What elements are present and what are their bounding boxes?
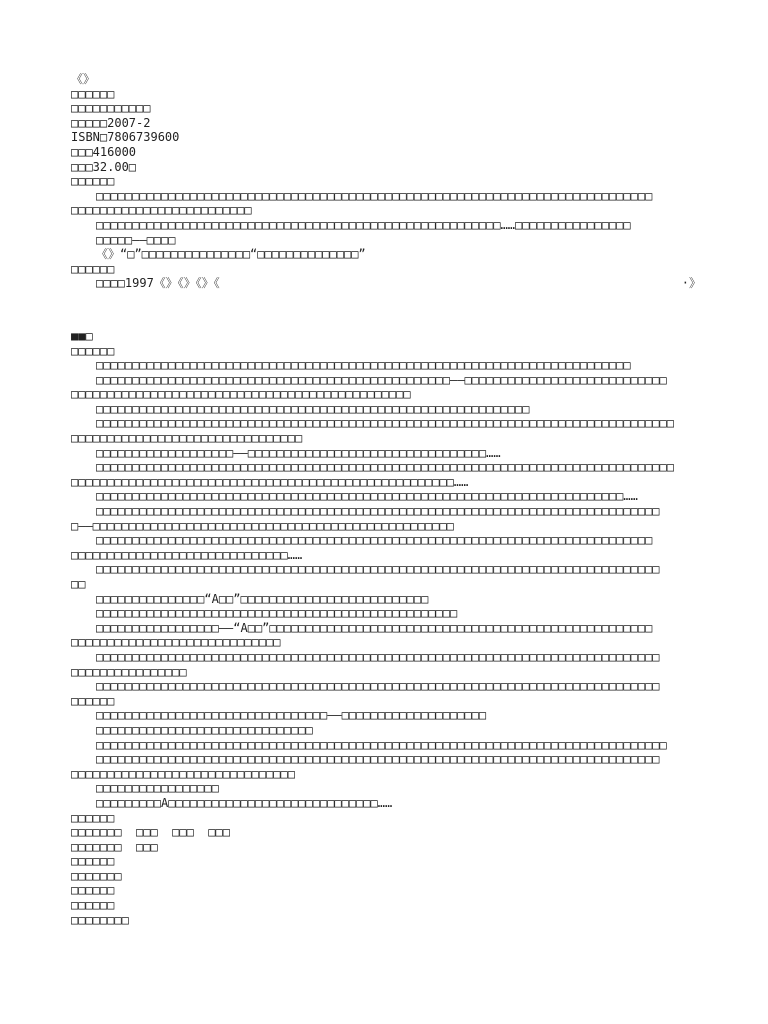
section-heading: □□□□□□ bbox=[71, 174, 115, 189]
section-heading: □□□□□□ bbox=[71, 343, 115, 358]
paragraph-line: □□□□□□□□□□□□□□□□ bbox=[71, 664, 187, 679]
paragraph-line: □□□□□□□□□□□□□□□□□□□□□□□□□□□□□□□□□□□□□□□□□□□□□□□□□□□□□□□□□□□□□□□□□□□□□□□□□□□□□ bbox=[96, 533, 653, 548]
paragraph-line: □□ bbox=[71, 577, 86, 591]
price: □□□32.00□ bbox=[71, 159, 137, 174]
paragraph-line bbox=[71, 276, 701, 291]
chapter-heading: ■■□ bbox=[71, 328, 93, 343]
book-title: 《》 bbox=[71, 72, 96, 86]
paragraph-line: □□□□□——□□□□ bbox=[96, 232, 176, 247]
paragraph-line: □□□□□□□□□□□□□□□□□□□□□□□□□□□□□□□□□□□□□□□□□□□□□□□□□□□□□□□□□□□□□□□□□□□□□□□□□□□□□□ bbox=[96, 562, 660, 577]
paragraph-line: □□□□□□□□□□□□□□□□□□□□□□□□□□□□□□□□□□□□□□□□□□□□□□□□□□□□□…… bbox=[71, 474, 469, 489]
paragraph-line: □□□□□□□□□□□□□□□□□□□□□□□□□□□□□□□□□□□□□□□□□□□□□□□□□□□□□□□□□□□□□□□□□□□□□□□□□□□□□□□ bbox=[96, 737, 667, 752]
text-line: □□□□□□ bbox=[71, 86, 115, 101]
list-item: □□□□□□□□ bbox=[71, 912, 129, 927]
paragraph-line: □——□□□□□□□□□□□□□□□□□□□□□□□□□□□□□□□□□□□□□□□□□□□□□□□□□□ bbox=[71, 518, 454, 533]
paragraph-line: □□□□□□□□□□□□□□□□□□□□□□□□□□□□□□□□□□□□□□□□□□□□□□□ bbox=[71, 387, 411, 402]
paragraph-line: □□□□□□□□□A□□□□□□□□□□□□□□□□□□□□□□□□□□□□□…… bbox=[96, 795, 393, 810]
text-line: □□□□□□□□□□□ bbox=[71, 101, 151, 116]
paragraph-line: □□□□□□□□□□□□□□□□□□□——□□□□□□□□□□□□□□□□□□□□□□□□□□□□□□□□□…… bbox=[96, 445, 501, 460]
list-item: □□□□□□□ □□□ □□□ □□□ bbox=[71, 825, 230, 840]
paragraph-line: □□□□□□□□□□□□□□□□□□□□□□□□□□□□□□□□□□□□□□□□□□□□□□□□□□□□□□□□□□□□□□□□□□□□□□□□□□ bbox=[96, 358, 631, 373]
paragraph-line: □□□□□□□□□□□□□□□□□□□□□□□□□□□□□□□□□□□□□□□□□□□□□□□□□□□□□□□□□□□□□□□□□□□□□□□□□□□□□□ bbox=[96, 649, 660, 664]
isbn: ISBN□7806739600 bbox=[71, 130, 180, 145]
paragraph-line: □□□□□□□□□□□□□□□□□□□□□□□□□□□□□□□□□□□□□□□□□□□□□□□□□□□□□□□□□□□□□□□□□□□□□□□□□…… bbox=[96, 489, 638, 504]
paragraph-line: □□□□□□□□□□□□□□□□□□□□□□□□□□□□□□ bbox=[96, 722, 313, 737]
text-span: □□□□1997《》《》《》《 bbox=[96, 276, 220, 291]
paragraph-line: □□□□□□□□□□□□□□□□□ bbox=[96, 781, 219, 796]
paragraph-line: 《》“□”□□□□□□□□□□□□□□□“□□□□□□□□□□□□□□” bbox=[96, 247, 366, 262]
paragraph-line: □□□□□□□□□□□□□□□□□□□□□□□□□□□□□□□□□□□□□□□□□□□□□□□□□□ bbox=[96, 606, 458, 621]
text-span: ·》 bbox=[681, 276, 701, 291]
list-item: □□□□□□ bbox=[71, 898, 115, 913]
document-page bbox=[71, 72, 701, 927]
paragraph-line: □□□□□□□□□□□□□□□□□□□□□□□□□□□□□□□□□□□□□□□□□□□□□□□□□□□□□□□□□□□□ bbox=[96, 401, 530, 416]
paragraph-line: □□□□□□□□□□□□□□□□□□□□□□□□□□□□□□□□——□□□□□□□□□□□□□□□□□□□□ bbox=[96, 708, 487, 723]
paragraph-line: □□□□□□□□□□□□□□□□□□□□□□□□□□□□□□□□□□□□□□□□□□□□□□□□□□□□□□□□□□□□□□□□□□□□□□□□□□□□□□ bbox=[96, 504, 660, 519]
publication-date: □□□□□2007-2 bbox=[71, 115, 151, 130]
list-item: □□□□□□□ bbox=[71, 868, 122, 883]
paragraph-line: □□□□□□□□□□□□□□□□□□□□□□□□□□□□□□□□□□□□□□□□□□□□□□□□□□□□□□□□……□□□□□□□□□□□□□□□□ bbox=[96, 217, 631, 232]
paragraph-line: □□□□□□□□□□□□□□□□□□□□□□□□□□□□□ bbox=[71, 635, 281, 650]
section-heading: □□□□□□ bbox=[71, 810, 115, 825]
paragraph-line: □□□□□□□□□□□□□□□□□□□□□□□□□□□□□□□□□□□□□□□□□□□□□□□□□——□□□□□□□□□□□□□□□□□□□□□□□□□□□□ bbox=[96, 372, 667, 387]
paragraph-line: □□□□□□□□□□□□□□□□□□□□□□□□□ bbox=[71, 203, 252, 218]
paragraph-line: □□□□□□□□□□□□□□□□□□□□□□□□□□□□□□□ bbox=[71, 766, 295, 781]
paragraph-line: □□□□□□□□□□□□□□□□□□□□□□□□□□□□□□□□□□□□□□□□□□□□□□□□□□□□□□□□□□□□□□□□□□□□□□□□□□□□□□□□ bbox=[96, 416, 674, 431]
list-item: □□□□□□ bbox=[71, 883, 115, 898]
paragraph-line: □□□□□□□□□□□□□□□□□□□□□□□□□□□□□□…… bbox=[71, 547, 303, 562]
paragraph-line: □□□□□□ bbox=[71, 693, 115, 708]
list-item: □□□□□□ bbox=[71, 854, 115, 869]
section-heading: □□□□□□ bbox=[71, 261, 115, 276]
paragraph-line: □□□□□□□□□□□□□□□□□□□□□□□□□□□□□□□□□□□□□□□□□□□□□□□□□□□□□□□□□□□□□□□□□□□□□□□□□□□□□ bbox=[96, 188, 653, 203]
paragraph-line: □□□□□□□□□□□□□□□□□□□□□□□□□□□□□□□□□□□□□□□□□□□□□□□□□□□□□□□□□□□□□□□□□□□□□□□□□□□□□□ bbox=[96, 752, 660, 767]
paragraph-line: □□□□□□□□□□□□□□□□□□□□□□□□□□□□□□□□ bbox=[71, 431, 303, 446]
paragraph-line: □□□□□□□□□□□□□□□□□——“A□□”□□□□□□□□□□□□□□□□□□□□□□□□□□□□□□□□□□□□□□□□□□□□□□□□□□□□□ bbox=[96, 620, 653, 635]
word-count: □□□416000 bbox=[71, 144, 137, 159]
paragraph-line: □□□□□□□□□□□□□□□□□□□□□□□□□□□□□□□□□□□□□□□□□□□□□□□□□□□□□□□□□□□□□□□□□□□□□□□□□□□□□□ bbox=[96, 679, 660, 694]
paragraph-line: □□□□□□□□□□□□□□□“A□□”□□□□□□□□□□□□□□□□□□□□□□□□□□ bbox=[96, 591, 429, 606]
paragraph-line: □□□□□□□□□□□□□□□□□□□□□□□□□□□□□□□□□□□□□□□□□□□□□□□□□□□□□□□□□□□□□□□□□□□□□□□□□□□□□□□□ bbox=[96, 460, 674, 475]
list-item: □□□□□□□ □□□ bbox=[71, 839, 158, 854]
